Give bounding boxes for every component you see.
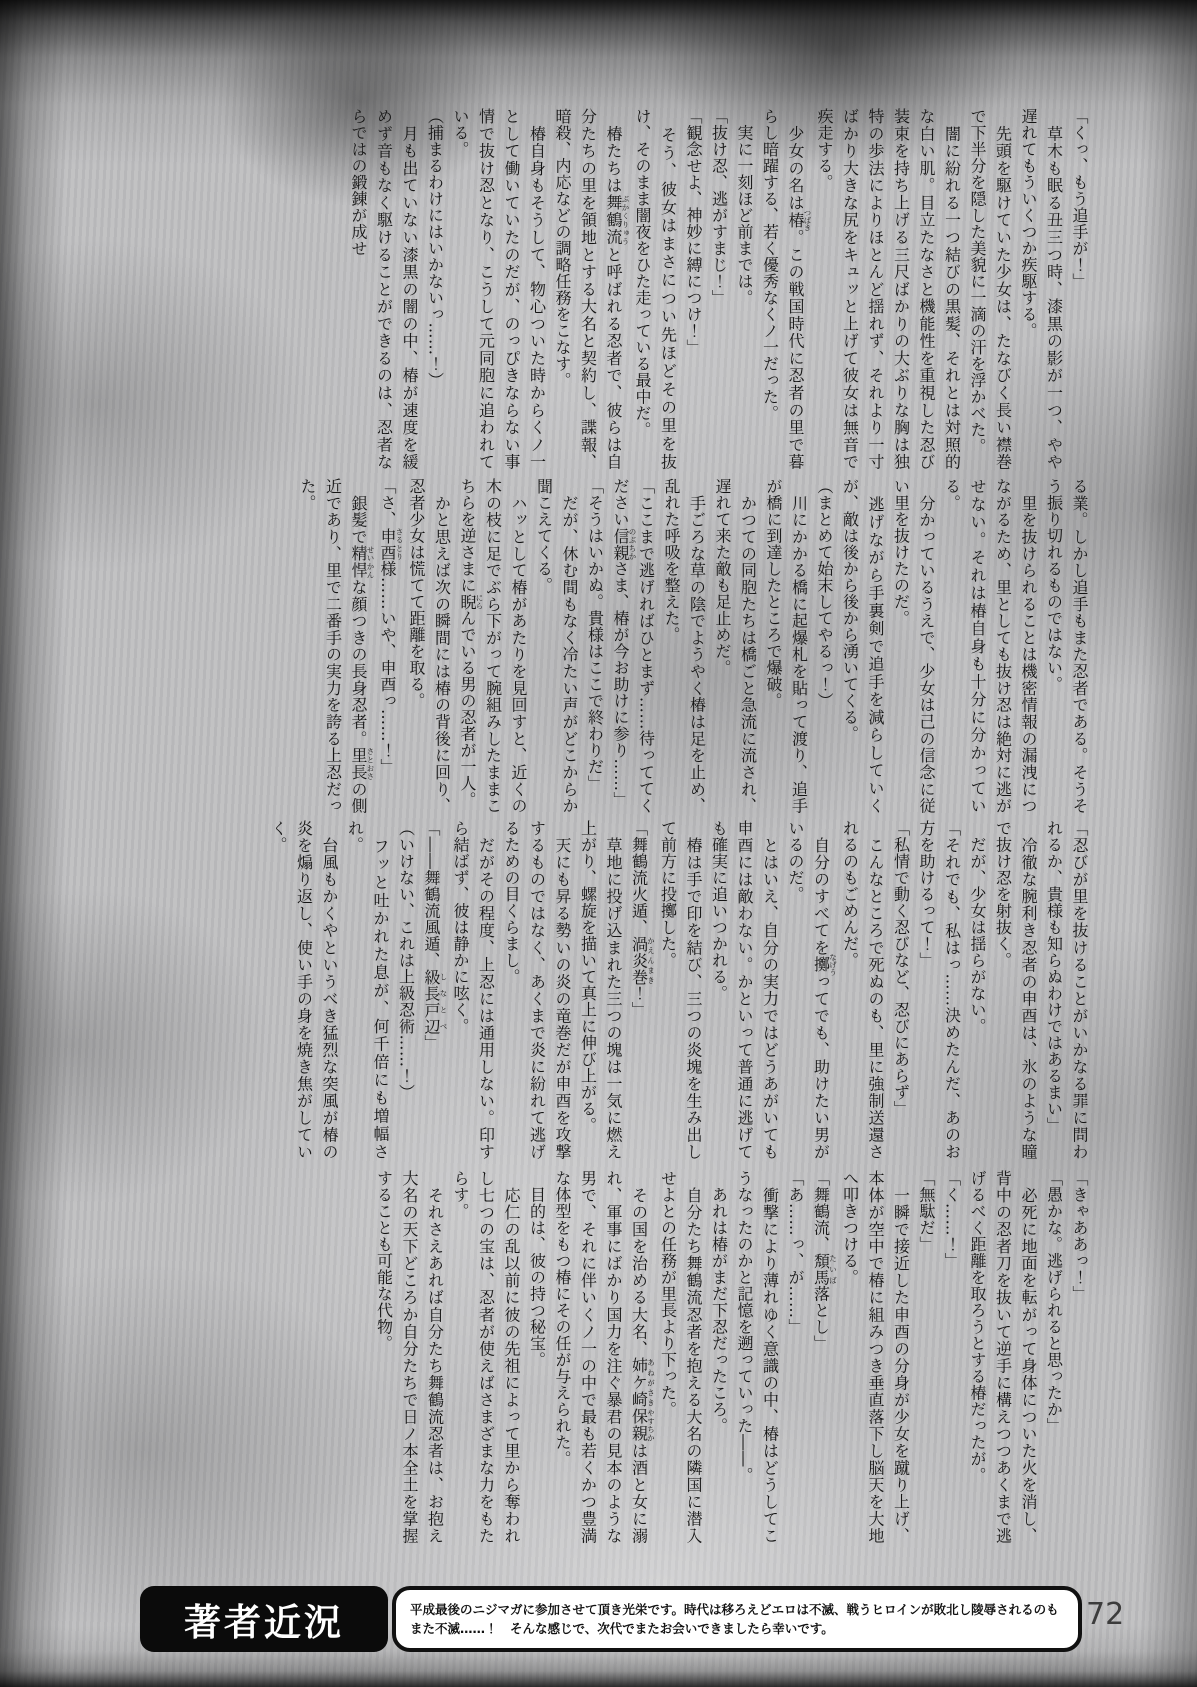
paragraph: 逃げながら手裏剣で追手を減らしていくが、敵は後から後から湧いてくる。 [840, 478, 885, 814]
paragraph: そう、彼女はまさについ先ほどその里を抜け、そのまま闇夜をひた走っている最中だ。 [633, 108, 678, 470]
paragraph: 少女の名は椿つばき。この戦国時代に忍者の里で暮らし暗躍する、若く優秀なくノ一だった。 [760, 108, 812, 470]
paragraph: （まとめて始末してやるっ！） [815, 478, 834, 709]
paragraph: 「あ……っ、が……」 [786, 1170, 805, 1335]
paragraph: 闇に紛れる一つ結びの黒髪、それとは対照的な白い肌。目立たなさと機能性を重視した忍び装束を持ち上げる三尺ばかりの大ぶりな胸は独特の歩法によりほとんど揺れず、それより一寸ばかり大きな尻をキュッと上げて彼女は無音で疾走する。 [815, 108, 962, 470]
paragraph: こんなところで死ぬのも、里に強制送還されるのもごめんだ。 [840, 820, 885, 1160]
paragraph: る業。しかし追手もまた忍者である。そうそう振り切れるものではない。 [1044, 478, 1089, 814]
author-news-label: 著者近況 [140, 1586, 388, 1652]
paragraph: かつての同胞たちは橋ごと急流に流され、遅れて来た敵も足止めだ。 [713, 478, 758, 814]
paragraph: 「忍びが里を抜けることがいかなる罪に問われるか、貴様も知らぬわけではあるまい」 [1044, 820, 1089, 1160]
paragraph: 椿は手で印を結び、三つの炎塊を生み出して前方に投擲した。 [658, 820, 703, 1160]
paragraph: 必死に地面を転がって身体についた火を消し、背中の忍者刀を抜いて逆手に構えつつあくまで逃げるべく距離を取ろうとする椿だったが。 [968, 1170, 1038, 1544]
paragraph: 「それでも、私はっ……決めたんだ、あのお方を助けるって！」 [917, 820, 962, 1160]
paragraph: 自分のすべてを擲なげうってでも、助けたい男がいるのだ。 [786, 820, 838, 1160]
paragraph: とはいえ、自分の実力ではどうあがいても申酉には敵わない。かといって普通に逃げても確実に追いつかれる。 [709, 820, 780, 1160]
paragraph: （捕まるわけにはいかないっ……！） [425, 108, 445, 389]
author-news-bar [140, 1586, 1082, 1652]
page-number: 72 [1086, 1597, 1125, 1632]
paragraph: 「愚かな。逃げられると思ったか」 [1044, 1170, 1064, 1434]
paragraph: 月も出ていない漆黒の闇の中、椿が速度を緩めず音もなく駆けることができるのは、忍者ならではの鍛錬が成せ [349, 108, 419, 470]
paragraph: だが、休む間もなく冷たい声がどこからか聞こえてくる。 [534, 478, 579, 814]
paragraph: それさえあれば自分たち舞鶴流忍者は、お抱え大名の天下どころか自分たちで日ノ本全土を掌握することも可能な代物。 [374, 1170, 445, 1544]
paragraph: 「そうはいかぬ。貴様はここで終わりだ」 [585, 478, 605, 792]
paragraph: 一瞬で接近した申酉の分身が少女を蹴り上げ、本体が空中で椿に組みつき垂直落下し脳天を大地へ叩きつける。 [840, 1170, 911, 1544]
paragraph: フッと吐かれた息が、何千倍にも増幅され。 [345, 820, 390, 1160]
paragraph: 手ごろな草の陰でようやく椿は足を止め、乱れた呼吸を整えた。 [662, 478, 707, 814]
paragraph: 天にも昇る勢いの炎の竜巻だが申酉を攻撃するものではなく、あくまで炎に紛れて逃げるための目くらまし。 [502, 820, 572, 1160]
paragraph: 衝撃により薄れゆく意識の中、椿はどうしてこうなったのかと記憶を遡っていった――。 [735, 1170, 780, 1544]
paragraph: 応仁の乱以前に彼の先祖によって里から奪われし七つの宝は、忍者が使えばさまざまな力をもたらす。 [451, 1170, 521, 1544]
paragraph: だがその程度、上忍には通用しない。印すら結ばず、彼は静かに呟く。 [451, 820, 496, 1160]
paragraph: 分かっているうえで、少女は己の信念に従い里を抜けたのだ。 [891, 478, 936, 814]
paragraph: 川にかかる橋に起爆札を貼って渡り、追手が橋に到達したところで爆破。 [764, 478, 809, 814]
paragraph: 「くっ、もう追手が！」 [1070, 108, 1089, 290]
paragraph: その国を治める大名、姉ケ崎あねがさき保親やすちかは酒と女に溺れ、軍事にばかり国力を注ぐ暴君の見本のような男で、それに伴いくノ一の中で最も若くかつ豊満な体型をもつ椿にその任が与えられた。 [553, 1170, 656, 1544]
paragraph: 「観念せよ、神妙に縛につけ！」 [684, 108, 703, 356]
paragraph: あれは椿がまだ下忍だったころ。 [709, 1170, 729, 1434]
paragraph: かと思えば次の瞬間には椿の背後に回り、忍者少女は慌てて距離を取る。 [407, 478, 452, 814]
paragraph: 「さ、申酉さるとり様……いや、申酉っ……！」 [378, 478, 404, 775]
paragraph: 草地に投げ込まれた三つの塊は一気に燃え上がり、螺旋を描いて真上に伸び上がる。 [578, 820, 623, 1160]
paragraph: 「舞鶴流、頽馬たいば落とし」 [811, 1170, 838, 1352]
paragraph: 「私情で動く忍びなど、忍びにあらず」 [891, 820, 911, 1117]
paragraph: 「く……！」 [942, 1170, 962, 1269]
text-band-3 [130, 820, 1092, 1160]
paragraph: 椿たちは舞鶴流ぶかくりゅうと呼ばれる忍者で、彼らは自分たちの里を領地とする大名と契約し、諜報、暗殺、内応などの調略任務をこなす。 [553, 108, 630, 470]
author-news-text: 平成最後のニジマガに参加させて頂き光栄です。時代は移ろえどエロは不滅、戦うヒロインが敗北し陵辱されるのもまた不滅……！ そんな感じで、次代でまたお会いできましたら幸いです。 [410, 1601, 1059, 1636]
paragraph: 「――舞鶴流風遁、級長戸辺しなとべ」 [422, 820, 448, 1051]
paragraph: 先頭を駆けていた少女は、たなびく長い襟巻で下半分を隠した美貌に一滴の汗を浮かべた。 [968, 108, 1013, 470]
paragraph: 椿自身もそうして、物心ついた時からくノ一として働いていたのだが、のっぴきならない事情で抜け忍となり、こうして元同胞に追われている。 [451, 108, 547, 470]
paragraph: 台風もかくやというべき猛烈な突風が椿の炎を煽り返し、使い手の身を焼き焦がしていく。 [269, 820, 339, 1160]
paragraph: 「ここまで逃げればひとまず……待っててください信親のぶちかさま、椿が今お助けに参り……」 [611, 478, 656, 814]
novel-text [130, 108, 1092, 1544]
text-band-1 [130, 108, 1092, 470]
paragraph: 「きゃああっ！」 [1070, 1170, 1089, 1302]
paragraph: だが、少女は揺らがない。 [968, 820, 987, 1035]
text-band-4 [130, 1170, 1092, 1544]
paragraph: 「無駄だ」 [917, 1170, 936, 1253]
paragraph: 「抜け忍、逃がすまじ！」 [709, 108, 729, 306]
author-news-box [392, 1586, 1082, 1652]
paragraph: 自分たち舞鶴流忍者を抱える大名の隣国に潜入せよとの任務が里長より下った。 [658, 1170, 703, 1544]
paragraph: 里を抜けられることは機密情報の漏洩につながるため、里としても抜け忍は絶対に逃がせない。それは椿自身も十分に分かっている。 [942, 478, 1038, 814]
text-band-2 [130, 478, 1092, 814]
paragraph: 草木も眠る丑三つ時、漆黒の影が一つ、やや遅れてもういくつか疾駆する。 [1019, 108, 1064, 470]
paragraph: 銀髪で精悍せいかんな顔つきの長身忍者。里長さとおさの側近であり、里で二番手の実力を誇る上忍だった。 [298, 478, 375, 814]
paragraph: （いけない、これは上級忍術……！） [396, 820, 416, 1101]
paragraph: 目的は、彼の持つ秘宝。 [527, 1170, 547, 1368]
paragraph: 「舞鶴流火遁、渦炎巻かえんまき！」 [629, 820, 656, 1018]
paragraph: ハッとして椿があたりを見回すと、近くの木の枝に足でぶら下がって腕組みしたままこちらを逆さまに睨にらんでいる男の忍者が一人。 [458, 478, 528, 814]
paragraph: 実に一刻ほど前までは。 [735, 108, 754, 306]
paragraph: 冷徹な腕利き忍者の申酉は、氷のような瞳で抜け忍を射抜く。 [993, 820, 1038, 1160]
